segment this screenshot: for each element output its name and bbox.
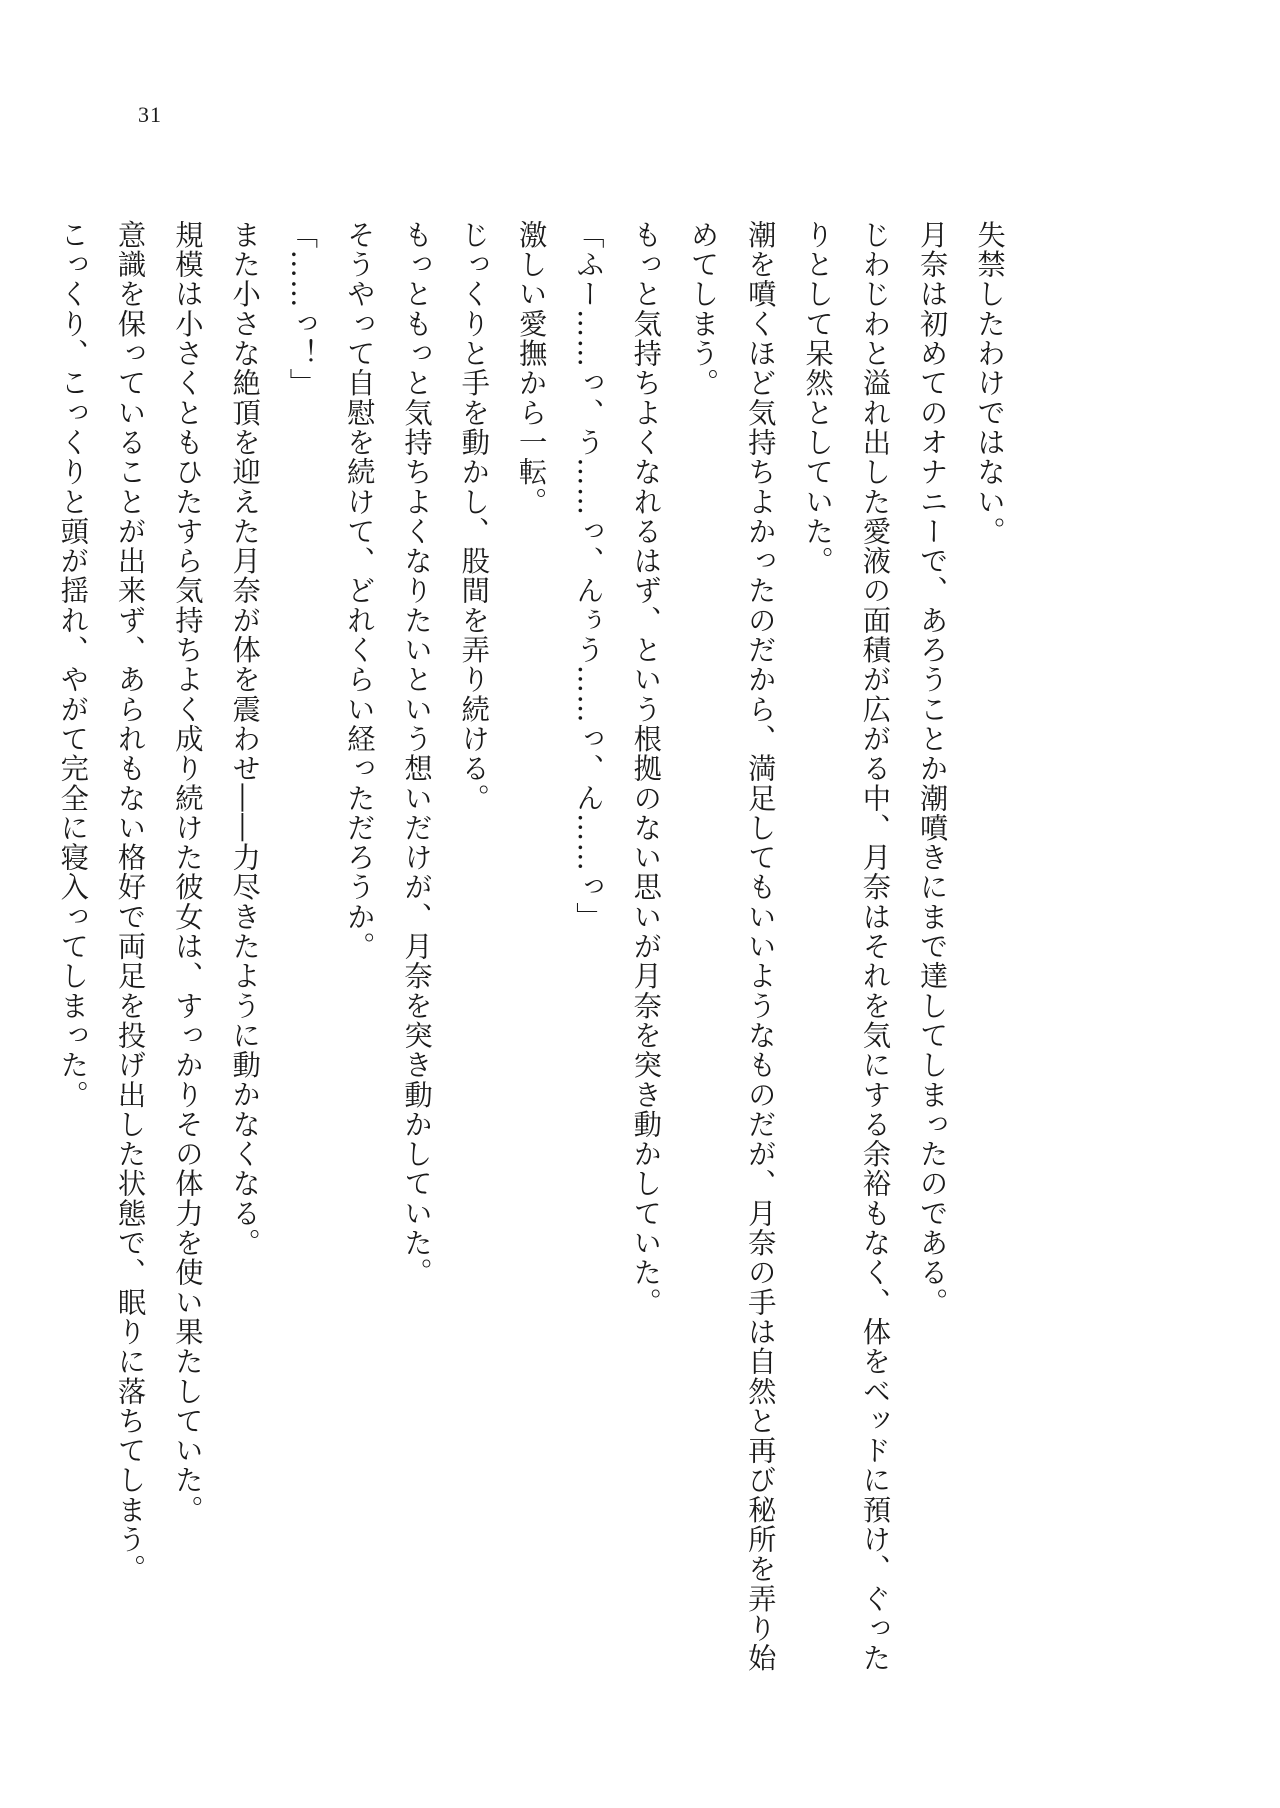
text-line: また小さな絶頂を迎えた月奈が体を震わせ――力尽きたように動かなくなる。 xyxy=(228,220,262,1258)
text-line: もっともっと気持ちよくなりたいという想いだけが、月奈を突き動かしていた。 xyxy=(400,220,434,1288)
text-line: めてしまう。 xyxy=(686,220,720,398)
text-line: 激しい愛撫から一転。 xyxy=(514,220,548,517)
dialogue-line: 「ふー……っ、う……っ、んぅう……っ、ん……っ」 xyxy=(571,220,605,932)
text-line: もっと気持ちよくなれるはず、という根拠のない思いが月奈を突き動かしていた。 xyxy=(629,220,663,1318)
text-line: じっくりと手を動かし、股間を弄り続ける。 xyxy=(457,220,491,813)
body-text xyxy=(56,220,1018,1673)
page-number: 31 xyxy=(138,102,162,127)
text-line: そうやって自慰を続けて、どれくらい経っただろうか。 xyxy=(342,220,376,962)
text-line: こっくり、こっくりと頭が揺れ、やがて完全に寝入ってしまった。 xyxy=(56,220,90,1110)
text-line: 潮を噴くほど気持ちよかったのだから、満足してもいいようなものだが、月奈の手は自然と再び秘所を弄り始 xyxy=(743,220,777,1673)
text-line: りとして呆然としていた。 xyxy=(801,220,835,576)
dialogue-line: 「……っ！」 xyxy=(285,220,319,398)
text-line: 意識を保っていることが出来ず、あられもない格好で両足を投げ出した状態で、眠りに落ちてしまう。 xyxy=(113,220,147,1584)
text-line: 失禁したわけではない。 xyxy=(973,220,1006,547)
text-line: 月奈は初めてのオナニーで、あろうことか潮噴きにまで達してしまったのである。 xyxy=(915,220,949,1318)
text-line: じわじわと溢れ出した愛液の面積が広がる中、月奈はそれを気にする余裕もなく、体をベッドに預け、ぐった xyxy=(858,220,892,1673)
text-line: 規模は小さくともひたすら気持ちよく成り続けた彼女は、すっかりその体力を使い果たしていた。 xyxy=(170,220,204,1525)
